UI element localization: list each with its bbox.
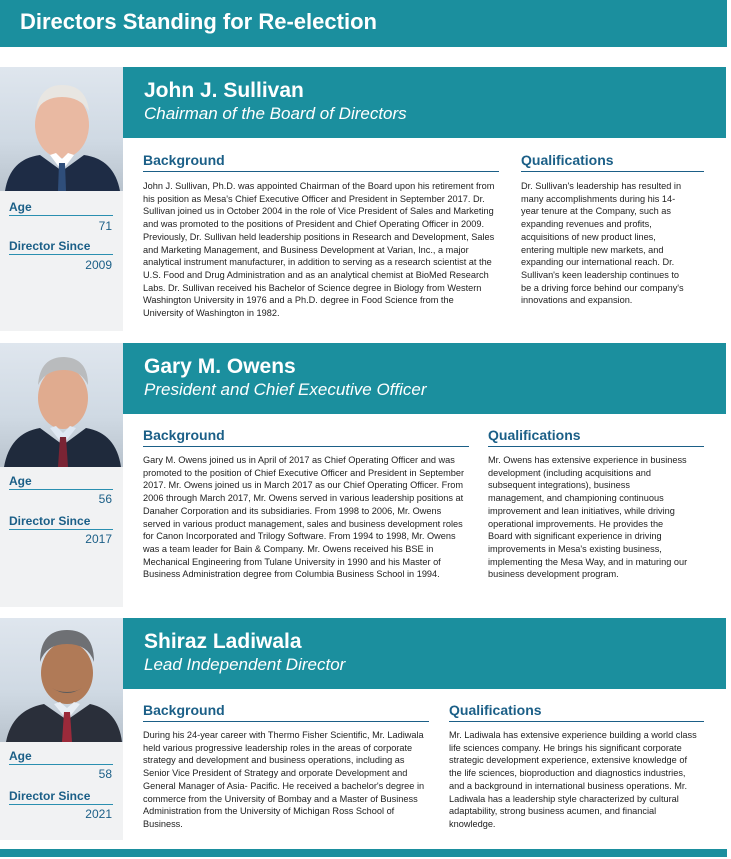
director-since-value: 2017 bbox=[85, 532, 112, 546]
background-text: John J. Sullivan, Ph.D. was appointed Chairman of the Board upon his retirement from his position as Mesa's Chief Executive Officer and President in September 2017. Dr. Sullivan joined us in October 2004 in the role of Vice President of Sales and Marketing and was promoted to the positions of President and Chief Operating Officer in 2009. Previously, Dr. Sullivan held leadership positions in Research and Development, Sales and Marketing Management, and Business Development at Varian, Inc., a major analytical instrument manufacturer, in addition to serving as a research scientist at the U.S. Food and Drug Administration and as an analytical chemist at BioMed Research Labs. Dr. Sullivan received his Bachelor of Science degree in Biology from Western Washington University in 1976 and a Ph.D. degree in Food Science from the University of Washington in 1982. bbox=[143, 181, 495, 319]
background-text: During his 24-year career with Thermo Fisher Scientific, Mr. Ladiwala held various progressive leadership roles in the areas of corporate strategy and development and business operations, including as Senior Vice President of Strategy and orporate Development and General Manager of Asia- Pacific. He received a bachelor's degree in commerce from the University of Bombay and a Master of Business Administration from the University of Michigan Ross School of Business. bbox=[143, 730, 425, 829]
director-name: Shiraz Ladiwala bbox=[144, 630, 302, 653]
director-sidebar bbox=[0, 67, 123, 331]
background-heading: Background bbox=[143, 427, 469, 447]
director-since-label: Director Since bbox=[9, 514, 91, 528]
qualifications-heading: Qualifications bbox=[521, 152, 704, 172]
qualifications-text: Dr. Sullivan's leadership has resulted in many accomplishments during his 14-year tenure at the Company, such as expanding revenues and profits, acquisitions of new product lines, entering multiple new markets, and expanding our international reach. Dr. Sullivan's keen leadership continues to be a driving force behind our company's innovations and expansion. bbox=[521, 181, 684, 306]
director-banner bbox=[123, 343, 726, 414]
director-title: President and Chief Executive Officer bbox=[144, 380, 427, 399]
divider bbox=[9, 215, 113, 216]
director-title: Chairman of the Board of Directors bbox=[144, 104, 407, 123]
background-heading: Background bbox=[143, 152, 499, 172]
director-photo bbox=[0, 67, 123, 191]
qualifications-text: Mr. Owens has extensive experience in business development (including acquisitions and subsequent integrations), business management, and championing continuous improvement and lean initiatives, while driving operational improvements. He provides the Board with significant experience in driving improvements in Mesa's existing business, implementing the Mesa Way, and in maturing our business development program. bbox=[488, 455, 688, 580]
director-sidebar bbox=[0, 618, 123, 840]
director-since-label: Director Since bbox=[9, 239, 91, 253]
age-value: 58 bbox=[98, 767, 112, 781]
qualifications-heading: Qualifications bbox=[488, 427, 704, 447]
page-title: Directors Standing for Re-election bbox=[0, 0, 727, 47]
director-banner bbox=[123, 618, 726, 689]
background-heading: Background bbox=[143, 702, 429, 722]
director-banner bbox=[123, 67, 726, 138]
director-since-value: 2021 bbox=[85, 807, 112, 821]
age-label: Age bbox=[9, 749, 32, 763]
director-title: Lead Independent Director bbox=[144, 655, 346, 674]
qualifications-heading: Qualifications bbox=[449, 702, 704, 722]
age-label: Age bbox=[9, 200, 32, 214]
divider bbox=[9, 489, 113, 490]
age-label: Age bbox=[9, 474, 32, 488]
director-name: Gary M. Owens bbox=[144, 355, 296, 378]
director-sidebar bbox=[0, 343, 123, 607]
divider bbox=[9, 804, 113, 805]
divider bbox=[9, 764, 113, 765]
footer-bar bbox=[0, 849, 727, 857]
age-value: 56 bbox=[98, 492, 112, 506]
director-card-ladiwala bbox=[0, 618, 731, 840]
director-card-sullivan bbox=[0, 67, 731, 331]
background-text: Gary M. Owens joined us in April of 2017 as Chief Operating Officer and was promoted to the position of Chief Executive Officer and President in September 2017. Mr. Owens joined us in March 2017 as our Chief Operating Officer. From 2006 through March 2017, Mr. Owens served in various leadership positions at Danaher Corporation and its subsidiaries. From 1998 to 2006, Mr. Owens served in various product management, sales and business development roles for Canon Incorporated and Trilogy Software. From 1994 to 1998, Mr. Owens was a team leader for Bain & Company. Mr. Owens received his BSE in Mechanical Engineering from Tulane University in 1990 and his Master of Business Administration degree from Columbia Business School in 1994. bbox=[143, 455, 465, 580]
divider bbox=[9, 254, 113, 255]
qualifications-text: Mr. Ladiwala has extensive experience building a world class life sciences company. He brings his significant corporate strategic development experience, extensive knowledge of the life sciences, bioproduction and diagnostics industries, and a background in international business operations. Mr. Ladiwala has a leadership style characterized by cultural adaptability, strong business acumen, and financial knowledge. bbox=[449, 730, 697, 829]
director-photo bbox=[0, 343, 123, 467]
director-since-value: 2009 bbox=[85, 258, 112, 272]
director-name: John J. Sullivan bbox=[144, 79, 304, 102]
director-since-label: Director Since bbox=[9, 789, 91, 803]
director-card-owens bbox=[0, 343, 731, 607]
director-photo bbox=[0, 618, 123, 742]
age-value: 71 bbox=[98, 219, 112, 233]
divider bbox=[9, 529, 113, 530]
